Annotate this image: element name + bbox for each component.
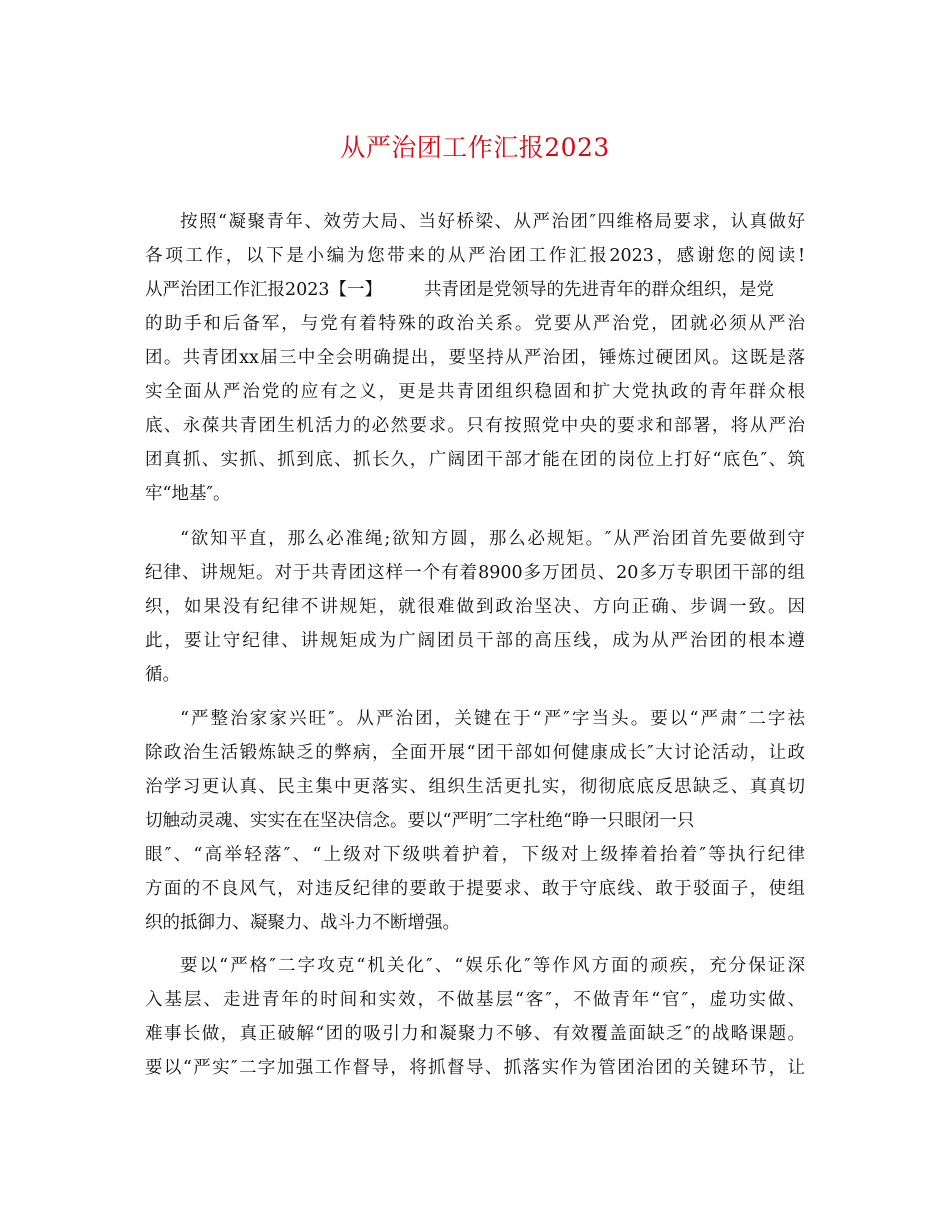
section-heading-line (145, 274, 774, 306)
text-line: 要以“严格″二字攻克“机关化″、“娱乐化″等作风方面的顽疾，充分保证深 (180, 956, 805, 976)
text-line: 牢“地基″。 (145, 484, 231, 504)
text-line: 的助手和后备军，与党有着特殊的政治关系。党要从严治党，团就必须从严治 (145, 314, 805, 334)
text-line: 织的抵御力、凝聚力、战斗力不断增强。 (145, 913, 460, 933)
text-line: 方面的不良风气，对违反纪律的要敢于提要求、敢于守底线、敢于驳面子，使组 (145, 879, 805, 899)
text-line: 各项工作，以下是小编为您带来的从严治团工作汇报2023，感谢您的阅读! (145, 246, 805, 266)
text-line: 除政治生活锻炼缺乏的弊病，全面开展“团干部如何健康成长″大讨论活动，让政 (145, 743, 805, 763)
text-line: 纪律、讲规矩。对于共青团这样一个有着8900多万团员、20多万专职团干部的组 (145, 563, 805, 583)
text-line: 团真抓、实抓、抓到底、抓长久，广阔团干部才能在团的岗位上打好“底色″、筑 (145, 450, 805, 470)
text-line: 实全面从严治党的应有之义，更是共青团组织稳固和扩大党执政的青年群众根 (145, 382, 805, 402)
text-line: 循。 (145, 665, 180, 685)
text-line: 难事长做，真正破解“团的吸引力和凝聚力不够、有效覆盖面缺乏″的战略课题。 (145, 1024, 805, 1044)
text-line: 底、永葆共青团生机活力的必然要求。只有按照党中央的要求和部署，将从严治 (145, 416, 805, 436)
text-line: 团。共青团xx届三中全会明确提出，要坚持从严治团，锤炼过硬团风。这既是落 (145, 348, 805, 368)
text-line: 共青团是党领导的先进青年的群众组织，是党 (424, 280, 775, 300)
text-line: 按照“凝聚青年、效劳大局、当好桥梁、从严治团″四维格局要求，认真做好 (180, 212, 805, 232)
text-line: “欲知平直，那么必准绳;欲知方圆，那么必规矩。″从严治团首先要做到守 (180, 529, 805, 549)
text-line: 织，如果没有纪律不讲规矩，就很难做到政治坚决、方向正确、步调一致。因 (145, 597, 805, 617)
text-line: “严整治家家兴旺″。从严治团，关键在于“严″字当头。要以“严肃″二字祛 (180, 709, 805, 729)
section-heading: 从严治团工作汇报2023【一】 (145, 280, 383, 300)
text-line: 要以“严实″二字加强工作督导，将抓督导、抓落实作为管团治团的关键环节，让 (145, 1058, 805, 1078)
text-line: 此，要让守纪律、讲规矩成为广阔团员干部的高压线，成为从严治团的根本遵 (145, 631, 805, 651)
text-line: 入基层、走进青年的时间和实效，不做基层“客″，不做青年“官″，虚功实做、 (145, 990, 805, 1010)
text-line: 切触动灵魂、实实在在坚决信念。要以“严明″二字杜绝“睁一只眼闭一只 (145, 811, 695, 831)
document-title: 从严治团工作汇报2023 (340, 133, 610, 162)
text-line: 治学习更认真、民主集中更落实、组织生活更扎实，彻彻底底反思缺乏、真真切 (145, 777, 805, 797)
text-line: 眼″、“高举轻落″、“上级对下级哄着护着，下级对上级捧着抬着″等执行纪律 (145, 845, 805, 865)
